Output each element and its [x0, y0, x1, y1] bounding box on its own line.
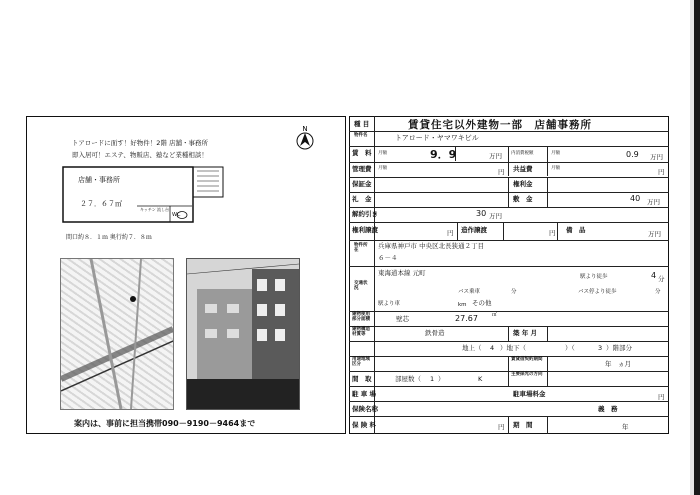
walk-minutes: 4	[651, 271, 657, 280]
key-money-label: 権利金	[513, 180, 533, 188]
location-line-2: ６－４	[378, 254, 398, 262]
mgmt-month: 月額	[378, 166, 387, 171]
floors-basement-label: ）地下（	[500, 344, 526, 352]
insurance-unit: 円	[498, 423, 505, 431]
bus-stop-walk: バス停より徒歩	[578, 289, 617, 295]
parking-unit: 円	[658, 393, 665, 401]
north-arrow-icon	[294, 124, 316, 152]
wall-center: 壁芯	[396, 315, 409, 323]
transfer-fee-label: 権利譲渡	[352, 226, 378, 234]
category-label: 種 目	[354, 120, 370, 128]
period-unit: 年	[622, 423, 629, 431]
floor-part-suffix: ）階部分	[606, 344, 632, 352]
building-name: トアロード・ヤマワキビル	[395, 134, 479, 142]
compass-letter: N	[302, 125, 308, 133]
shikikin-label: 敷 金	[513, 195, 533, 203]
transfer-unit: 円	[447, 229, 454, 237]
cancellation-label: 解約引き	[352, 210, 378, 218]
tax-unit: 万円	[650, 153, 663, 161]
line-name: 東海道本線 元町	[378, 269, 426, 277]
period-label: 期 間	[513, 421, 533, 429]
transport-label: 交通状況	[354, 281, 368, 291]
equipment-unit: 万円	[648, 230, 661, 238]
km-unit: km	[458, 302, 467, 308]
tax-month: 月額	[551, 151, 560, 156]
intro-line-2: 即入居可！エステ、物販店、塾など業種相談！	[72, 151, 208, 159]
bus-ride: バス乗車	[458, 289, 481, 295]
management-fee-label: 管理費	[352, 165, 372, 173]
area-unit: ㎡	[492, 312, 498, 318]
mgmt-unit: 円	[498, 168, 505, 176]
rooms-label: 部屋数（	[395, 375, 421, 383]
area-value: 27.67	[455, 314, 478, 323]
scan-edge-border	[694, 0, 700, 495]
kitchen-label: キッチン 流し台	[140, 207, 169, 212]
lease-term-label: 賃貸借契約期間	[511, 357, 543, 362]
bus-stop-min-unit: 分	[655, 289, 661, 295]
walk-min-unit: 分	[658, 275, 665, 283]
tax-label: 内消費税額	[511, 151, 534, 156]
floors-label: 地上（	[462, 344, 482, 352]
gratuity-label: 礼 金	[352, 195, 372, 203]
structure-label: 建物構造材質等	[352, 327, 370, 337]
frontage-depth: 間口約８．１ｍ 奥行約７．８ｍ	[66, 234, 152, 241]
tax-value: 0.9	[626, 150, 639, 159]
lease-term: 年 ヵ月	[605, 360, 631, 368]
floor-use-label: 店舗・事務所	[78, 176, 120, 184]
shikikin-unit: 万円	[647, 198, 660, 206]
location-line-1: 兵庫県神戸市 中央区北長狭通２丁目	[378, 242, 485, 250]
contact-note: 案内は、事前に担当携帯090－9190－9464まで	[74, 419, 256, 428]
property-type-title: 賃貸住宅以外建物一部 店舗事務所	[408, 119, 592, 131]
shikikin-value: 40	[630, 194, 641, 203]
car-from-station: 駅より車	[378, 301, 401, 307]
deposit-label: 保証金	[352, 180, 372, 188]
area-label: 建物使用部分面積	[352, 312, 370, 322]
common-fee-label: 共益費	[513, 165, 533, 173]
floor-area-label: ２７．６７㎡	[80, 200, 122, 208]
bus-min-unit: 分	[511, 289, 517, 295]
station-walk: 駅より徒歩	[580, 274, 608, 280]
rent-label: 賃 料	[352, 149, 372, 157]
floors-basement-close: ）（	[565, 344, 575, 352]
sublease-label: 造作譲渡	[461, 226, 487, 234]
layout-label: 間 取	[352, 375, 372, 383]
sublease-unit: 円	[549, 229, 556, 237]
intro-line-1: トアロードに面す！好物件！2階 店舗・事務所	[72, 139, 209, 147]
floors-above: 4	[490, 344, 495, 352]
built-label: 築 年 月	[513, 329, 538, 337]
insurance-name-label: 保険名称	[352, 405, 378, 413]
parking-fee-label: 駐車場料金	[513, 390, 546, 398]
rooms-close: ）	[438, 375, 445, 383]
duty-label: 義 務	[598, 405, 618, 413]
floor-part: 3	[598, 344, 603, 352]
equipment-label: 備 品	[566, 226, 586, 234]
direction-label: 主要採光の方向	[511, 372, 543, 377]
other-label: その他	[472, 299, 492, 307]
rooms-count: 1	[430, 375, 435, 383]
area-map	[60, 258, 174, 410]
rent-month: 月額	[378, 151, 387, 156]
use-zone-label: 用途地域区分	[352, 357, 370, 367]
location-label: 物件所在	[354, 243, 368, 253]
rent-unit: 万円	[489, 152, 502, 160]
parking-label: 駐 車 場	[352, 390, 377, 398]
common-month: 月額	[551, 166, 560, 171]
cancellation-value: 30	[476, 209, 487, 218]
insurance-fee-label: 保 険 料	[352, 421, 377, 429]
building-name-label: 物件名	[354, 133, 368, 138]
cancellation-unit: 万円	[489, 212, 502, 220]
structure-value: 鉄骨造	[425, 329, 445, 337]
rent-value: 9．9	[430, 148, 457, 161]
k-label: K	[478, 375, 483, 383]
wc-label: WC	[172, 212, 181, 218]
building-photo	[186, 258, 300, 410]
common-unit: 円	[658, 168, 665, 176]
